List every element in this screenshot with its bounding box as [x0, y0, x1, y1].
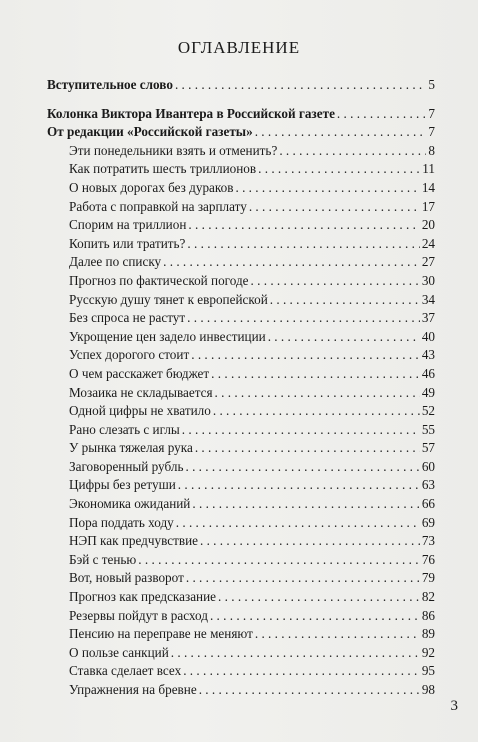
toc-entry-page: 17 — [421, 198, 435, 214]
toc-entry-page: 57 — [421, 440, 435, 456]
toc-entry-page: 14 — [421, 179, 435, 195]
toc-entry — [47, 235, 435, 254]
toc-leader-dots — [215, 384, 420, 403]
toc-entry-title: Работа с поправкой на зарплату — [69, 198, 247, 214]
toc-entry-title: Бэй с тенью — [69, 551, 137, 567]
toc-entry-page: 55 — [421, 421, 435, 437]
toc-entry-page: 69 — [421, 514, 435, 530]
toc-entry — [47, 105, 435, 124]
toc-entry-page: 49 — [421, 384, 435, 400]
toc-entry — [47, 607, 435, 626]
page-number: 3 — [450, 698, 458, 714]
toc-entry — [47, 179, 435, 198]
toc-entry — [47, 384, 435, 403]
toc-entry-title: Вот, новый разворот — [69, 570, 184, 586]
toc-entry-page: 98 — [421, 682, 435, 697]
toc-leader-dots — [188, 216, 419, 235]
toc-entry-page: 7 — [428, 124, 435, 140]
toc-entry-title: О пользе санкций — [69, 644, 169, 660]
toc-entry-page: 89 — [421, 626, 435, 642]
toc-leader-dots — [249, 198, 420, 217]
toc-leader-dots — [192, 495, 419, 514]
toc-entry-page: 86 — [421, 607, 435, 623]
toc-leader-dots — [255, 123, 427, 142]
toc-entry-page: 92 — [421, 644, 435, 660]
toc-entry-page: 46 — [421, 365, 435, 381]
toc-entry — [47, 495, 435, 514]
toc-leader-dots — [163, 253, 420, 272]
toc-entry-title: Экономика ожиданий — [69, 496, 191, 512]
toc-leader-dots — [178, 476, 420, 495]
toc-entry — [47, 569, 435, 588]
toc-leader-dots — [175, 76, 426, 95]
toc-entry — [47, 476, 435, 495]
toc-entry-title: Спорим на триллион — [69, 217, 187, 233]
toc-entry — [47, 309, 435, 328]
toc-entry-title: Ставка сделает всех — [69, 663, 182, 679]
toc-entry-title: Рано слезать с иглы — [69, 421, 180, 437]
toc-leader-dots — [218, 588, 420, 607]
toc-entry-page: 24 — [421, 235, 435, 251]
toc-entry-title: Пора поддать ходу — [69, 514, 174, 530]
toc-entry-page: 8 — [428, 142, 435, 158]
toc-entry-title: Резервы пойдут в расход — [69, 607, 208, 623]
toc-entry-title: Успех дорогого стоит — [69, 347, 190, 363]
toc-entry-title: Упражнения на бревне — [69, 682, 197, 697]
toc-entry-title: О новых дорогах без дураков — [69, 179, 234, 195]
toc-entry-page: 66 — [421, 496, 435, 512]
toc-entry-title: Прогноз по фактической погоде — [69, 272, 249, 288]
toc-leader-dots — [195, 439, 420, 458]
toc-leader-dots — [210, 607, 420, 626]
toc-entry-page: 34 — [421, 291, 435, 307]
toc-leader-dots — [183, 662, 420, 681]
toc-entry-page: 7 — [428, 105, 435, 121]
toc-entry-title: Прогноз как предсказание — [69, 589, 217, 605]
toc-entry — [47, 551, 435, 570]
toc-leader-dots — [187, 235, 419, 254]
toc-entry-page: 11 — [422, 161, 435, 177]
toc-entry — [47, 421, 435, 440]
toc-entry-title: Колонка Виктора Ивантера в Российской газете — [47, 105, 335, 121]
toc-leader-dots — [187, 309, 420, 328]
toc-entry-title: Копить или тратить? — [69, 235, 186, 251]
toc-entry-title: У рынка тяжелая рука — [69, 440, 193, 456]
toc-entry-title: Эти понедельники взять и отменить? — [69, 142, 278, 158]
toc-entry-title: О чем расскажет бюджет — [69, 365, 210, 381]
toc-entry — [47, 216, 435, 235]
toc-entry-page: 73 — [421, 533, 435, 549]
toc-entry — [47, 402, 435, 421]
toc-leader-dots — [176, 514, 420, 533]
toc-entry — [47, 644, 435, 663]
toc-entry-page: 95 — [421, 663, 435, 679]
toc-entry — [47, 142, 435, 161]
toc-leader-dots — [279, 142, 426, 161]
toc-leader-dots — [171, 644, 420, 663]
toc-entry-title: Далее по списку — [69, 254, 162, 270]
toc-entry — [47, 328, 435, 347]
toc-entry — [47, 514, 435, 533]
toc-entry-page: 76 — [421, 551, 435, 567]
toc-leader-dots — [185, 458, 419, 477]
toc-entry — [47, 662, 435, 681]
toc-entry — [47, 458, 435, 477]
toc-entry — [47, 272, 435, 291]
toc-entry — [47, 160, 435, 179]
toc-entry-page: 63 — [421, 477, 435, 493]
toc-entry-page: 5 — [428, 77, 435, 92]
toc-entry — [47, 123, 435, 142]
toc-leader-dots — [186, 569, 420, 588]
toc-leader-dots — [268, 328, 420, 347]
toc-leader-dots — [191, 346, 420, 365]
page-title: ОГЛАВЛЕНИЕ — [177, 38, 301, 57]
toc-entry-title: Как потратить шесть триллионов — [69, 161, 257, 177]
toc-entry — [47, 365, 435, 384]
toc-entry-page: 37 — [421, 310, 435, 326]
toc-entry — [47, 76, 435, 95]
toc-leader-dots — [200, 532, 420, 551]
toc-leader-dots — [270, 291, 420, 310]
toc-leader-dots — [138, 551, 420, 570]
toc-entry-page: 60 — [421, 458, 435, 474]
toc-leader-dots — [251, 272, 420, 291]
toc-entry — [47, 439, 435, 458]
toc-entry-page: 40 — [421, 328, 435, 344]
toc-entry-title: Укрощение цен задело инвестиции — [69, 328, 266, 344]
toc-entry-title: Пенсию на переправе не меняют — [69, 626, 253, 642]
toc-leader-dots — [182, 421, 420, 440]
toc-entry — [47, 588, 435, 607]
toc-leader-dots — [337, 105, 426, 124]
toc-entry — [47, 291, 435, 310]
toc-entry — [47, 625, 435, 644]
toc-leader-dots — [213, 402, 420, 421]
toc-entry-title: Вступительное слово — [47, 77, 173, 92]
toc-entry-page: 52 — [421, 403, 435, 419]
table-of-contents — [47, 76, 435, 700]
toc-entry — [47, 198, 435, 217]
toc-entry-page: 82 — [421, 589, 435, 605]
toc-entry-title: Заговоренный рубль — [69, 458, 184, 474]
toc-entry — [47, 532, 435, 551]
toc-entry-title: Одной цифры не хватило — [69, 403, 211, 419]
toc-entry-title: Без спроса не растут — [69, 310, 186, 326]
toc-leader-dots — [199, 681, 420, 700]
toc-entry-page: 79 — [421, 570, 435, 586]
toc-leader-dots — [255, 625, 420, 644]
toc-entry — [47, 681, 435, 700]
toc-leader-dots — [258, 160, 420, 179]
toc-leader-dots — [235, 179, 419, 198]
toc-entry-title: Мозаика не складывается — [69, 384, 213, 400]
toc-entry-page: 43 — [421, 347, 435, 363]
toc-entry-title: НЭП как предчувствие — [69, 533, 198, 549]
toc-entry — [47, 346, 435, 365]
toc-entry-title: От редакции «Российской газеты» — [47, 124, 253, 140]
toc-entry-title: Цифры без ретуши — [69, 477, 176, 493]
toc-entry-page: 30 — [421, 272, 435, 288]
toc-entry-page: 27 — [421, 254, 435, 270]
toc-entry — [47, 253, 435, 272]
toc-entry-title: Русскую душу тянет к европейской — [69, 291, 268, 307]
toc-entry-page: 20 — [421, 217, 435, 233]
toc-leader-dots — [211, 365, 420, 384]
